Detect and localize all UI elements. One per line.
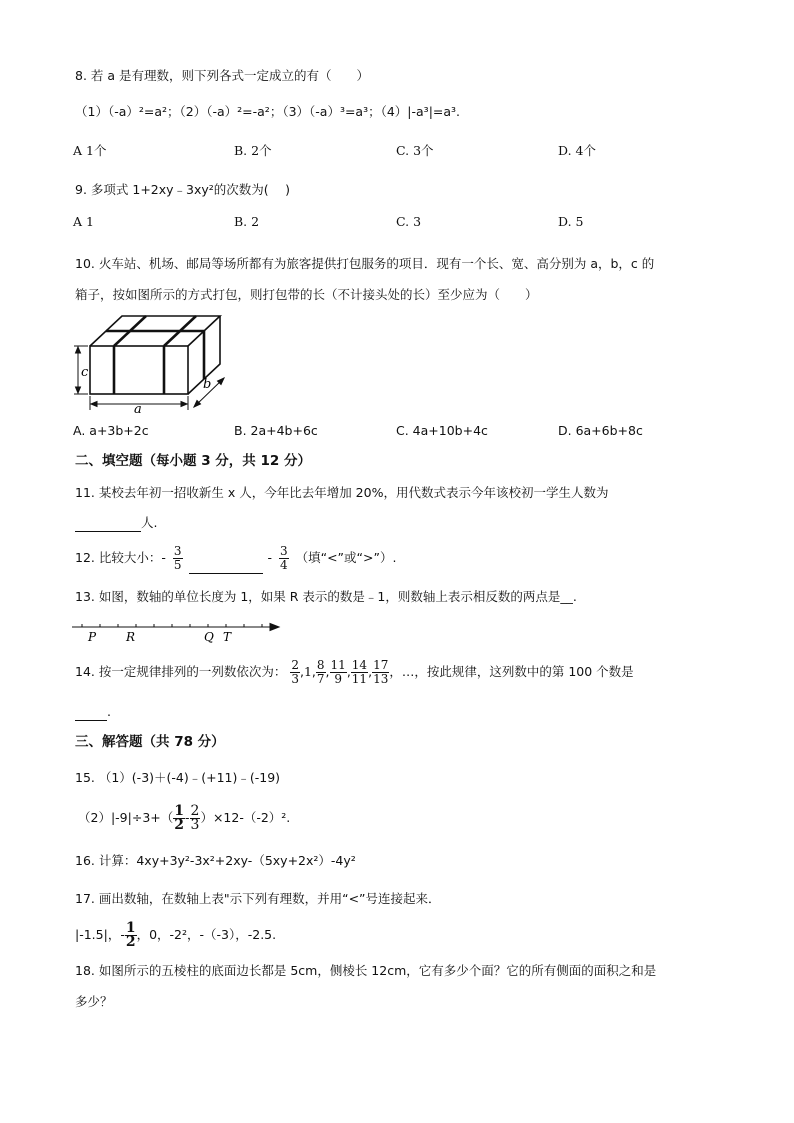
q14-prefix: 14. 按一定规律排列的一列数依次为： xyxy=(75,664,287,679)
q12-blank xyxy=(189,543,263,574)
q16-text: 16. 计算：4xy+3y²-3x²+2xy-（5xy+2x²）-4y² xyxy=(75,853,356,868)
q13-point-r: R xyxy=(126,630,136,644)
q14-blank xyxy=(75,704,107,721)
q8-items: （1）（-a）²=a²；（2）（-a）²=-a²；（3）（-a）³=a³；（4）|-a³|=a³. xyxy=(75,104,461,119)
q13-point-q: Q xyxy=(204,630,214,644)
q9-option-a: A 1 xyxy=(73,214,94,229)
q8-option-d: D. 4个 xyxy=(558,143,596,158)
q12-fraction-1: $\frac{3}{5}$ xyxy=(173,544,182,572)
q14-term-4: $\frac{11}{9}$ xyxy=(330,658,346,686)
q15-fraction-b: $\frac{2}{3}$ xyxy=(190,803,200,833)
q17-list-suffix: ，0，-2²，-（-3），-2.5. xyxy=(136,927,277,942)
q11-blank xyxy=(75,515,141,532)
q15-part1: 15. （1）(-3)＋(-4)﹣(+11)﹣(-19) xyxy=(75,770,281,785)
q12-suffix: （填“<”或“>”）. xyxy=(295,550,397,565)
q17-list-prefix: |-1.5|，- xyxy=(75,927,125,942)
q15-part2 xyxy=(78,800,290,836)
q17-stem: 17. 画出数轴，在数轴上表"示下列有理数，并用“<”号连接起来． xyxy=(75,891,441,906)
q10-stem-line2: 箱子，按如图所示的方式打包，则打包带的长（不计接头处的长）至少应为（ ） xyxy=(75,287,538,302)
q12-line xyxy=(75,543,396,574)
q14-term-2: 1 xyxy=(303,664,312,679)
q12-fraction-2: $\frac{3}{4}$ xyxy=(279,544,288,572)
q8-stem: 8. 若 a 是有理数，则下列各式一定成立的有（ ） xyxy=(75,68,370,83)
q17-fraction: $\frac{1}{2}$ xyxy=(125,920,136,950)
q13-stem: 13. 如图，数轴的单位长度为 1，如果 R 表示的数是﹣1，则数轴上表示相反数的两点是__. xyxy=(75,589,577,604)
q9-option-b: B. 2 xyxy=(234,214,260,229)
q8-option-a: A 1个 xyxy=(73,143,107,158)
q10-label-a: a xyxy=(134,402,142,416)
q9-option-d: D. 5 xyxy=(558,214,584,229)
q11-suffix: 人. xyxy=(141,515,158,530)
q15-part2-suffix: ）×12-（-2）². xyxy=(200,810,291,825)
q18-line2: 多少？ xyxy=(75,994,113,1009)
q13-number-line xyxy=(70,617,285,645)
q18-line1: 18. 如图所示的五棱柱的底面边长都是 5cm，侧棱长 12cm，它有多少个面？它的所有侧面的面积之和是 xyxy=(75,963,657,978)
q10-option-c: C. 4a+10b+4c xyxy=(396,423,488,438)
q14-suffix: ，…，按此规律，这列数中的第 100 个数是 xyxy=(389,664,634,679)
q15-minus: - xyxy=(185,810,190,825)
section2-title: 二、填空题（每小题 3 分，共 12 分） xyxy=(75,453,311,469)
q10-label-c: c xyxy=(81,365,89,380)
q10-stem-line1: 10. 火车站、机场、邮局等场所都有为旅客提供打包服务的项目．现有一个长、宽、高分别为 a，b，c 的 xyxy=(75,256,655,271)
q10-box-figure xyxy=(70,312,230,416)
q11-answer-line xyxy=(75,515,157,532)
q12-minus: - xyxy=(267,550,272,565)
q9-stem: 9. 多项式 1+2xy﹣3xy²的次数为( ) xyxy=(75,182,291,197)
q14-term-5: $\frac{14}{11}$ xyxy=(351,658,368,686)
q8-option-b: B. 2个 xyxy=(234,143,272,158)
q15-fraction-a: $\frac{1}{2}$ xyxy=(174,803,184,833)
q13-point-t: T xyxy=(223,630,232,644)
section3-title: 三、解答题（共 78 分） xyxy=(75,734,225,750)
q14-term-6: $\frac{17}{13}$ xyxy=(373,658,389,686)
q10-option-d: D. 6a+6b+8c xyxy=(558,423,643,438)
q13-point-p: P xyxy=(88,630,97,644)
q15-part2-prefix: （2）|-9|÷3+（ xyxy=(78,810,174,825)
q11-line1: 11. 某校去年初一招收新生 x 人，今年比去年增加 20%，用代数式表示今年该校初一学生人数为 xyxy=(75,485,609,500)
q10-option-b: B. 2a+4b+6c xyxy=(234,423,318,438)
q10-label-b: b xyxy=(203,377,212,392)
q10-option-a: A. a+3b+2c xyxy=(73,423,149,438)
q9-option-c: C. 3 xyxy=(396,214,422,229)
q14-term-1: $\frac{2}{3}$ xyxy=(291,658,299,686)
q14-end: . xyxy=(107,704,111,719)
q8-option-c: C. 3个 xyxy=(396,143,434,158)
q14-line: 14. 按一定规律排列的一列数依次为： $\frac{2}{3}$ ,1, $\frac{8}{7}$ , $\frac{11}{9}$ , $\frac{14}{11}$ , $\frac{17}{13}$ ，…，按此规律，这列数中的第 100 个数是 xyxy=(75,658,634,686)
q14-term-3: $\frac{8}{7}$ xyxy=(316,658,325,686)
q12-prefix: 12. 比较大小：- xyxy=(75,550,166,565)
q17-list xyxy=(75,916,276,954)
q14-answer-line xyxy=(75,704,111,721)
